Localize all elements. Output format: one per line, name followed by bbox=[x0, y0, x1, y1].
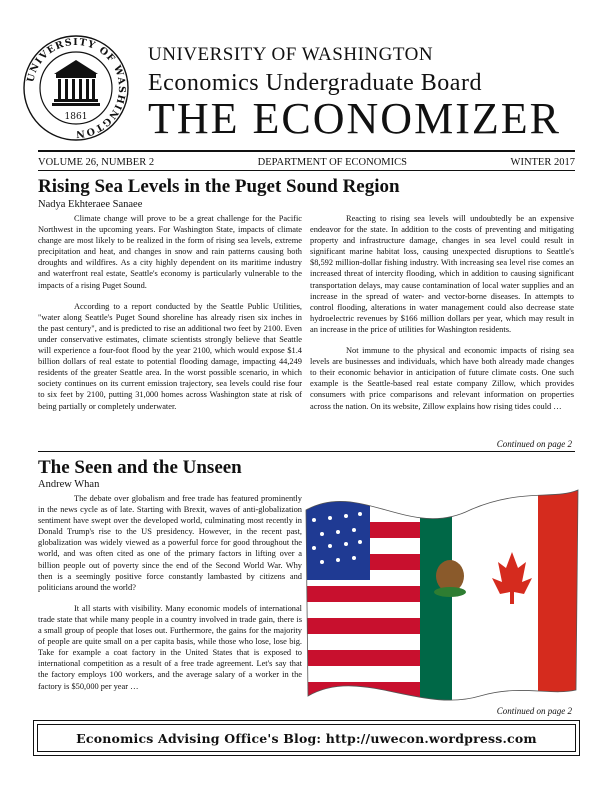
board-name: Economics Undergraduate Board bbox=[148, 70, 482, 96]
university-name: UNIVERSITY OF WASHINGTON bbox=[148, 44, 434, 65]
article1-paragraph: Not immune to the physical and economic impacts of rising sea levels are businesses and individuals, which have both already made changes to their economic behavior in anticipation of future climate costs. One such example is the Seattle-based real estate company Zillow, which provides consumers with price comparisons and relevant information on properties across the nation. On its website, Zillow explains how rising tides could … bbox=[310, 346, 574, 411]
svg-text:UNIVERSITY OF WASHINGTON: UNIVERSITY OF WASHINGTON bbox=[25, 36, 128, 140]
svg-text:1861: 1861 bbox=[64, 112, 88, 122]
article-divider bbox=[38, 451, 575, 452]
issue-season: WINTER 2017 bbox=[510, 157, 575, 168]
article1-paragraph: Reacting to rising sea levels will undoubtedly be an expensive endeavor for the state. In addition to the costs of preventing and mitigating property and infrastructure damage, changes in sea level could result in significant marine habitat loss, causing unexpected disruptions to Seattle's $8,592 million-dollar fishing industry. With increasing sea level rise comes an increased threat of intercity flooding, which in addition to causing significant transportation delays, may cause contamination of local water supplies and an increase in the spread of water- and vector-borne diseases. In attempts to control flooding, alterations in water management could also decrease state hydroelectric revenues by $166 million dollars per year, which may result in an increase in the price of utilities for Washington residents. bbox=[310, 214, 574, 334]
blog-banner-text: Economics Advising Office's Blog: http://uwecon.wordpress.com bbox=[76, 730, 537, 746]
department-label: DEPARTMENT OF ECONOMICS bbox=[257, 157, 407, 168]
newsletter-title: THE ECONOMIZER bbox=[148, 94, 561, 143]
article1-column-left bbox=[38, 213, 302, 412]
article2-continued-link[interactable]: Continued on page 2 bbox=[496, 706, 572, 716]
blog-banner[interactable] bbox=[37, 724, 576, 752]
waving-flags-illustration bbox=[300, 470, 582, 702]
article1-paragraph: According to a report conducted by the Seattle Public Utilities, "water along Seattle's Puget Sound shoreline has already risen six inches in the past century", and is predicted to rise an additional two feet by 2100. Even under conservative estimates, climate scientists strongly believe that Seattle will experience a four-foot flood by the year 2100, which would expose $1.4 billion dollars of real estate to potential flooding damage, impacting 44,249 residents of the greater Seattle area. In the worst possible scenario, in which society continues on its current emission trajectory, sea levels could rise four to six feet by 2100, putting 31,000 homes across Washington state at risk of being partially or completely underwater. bbox=[38, 301, 302, 411]
article1-column-right bbox=[310, 213, 574, 412]
issue-info-bar bbox=[38, 157, 575, 168]
university-seal-logo bbox=[22, 34, 130, 142]
masthead-rule-top bbox=[38, 150, 575, 152]
article1-continued-link[interactable]: Continued on page 2 bbox=[496, 439, 572, 449]
article1-byline: Nadya Ekhteraee Sanaee bbox=[38, 199, 143, 210]
volume-number: VOLUME 26, NUMBER 2 bbox=[38, 157, 155, 168]
article2-headline: The Seen and the Unseen bbox=[38, 457, 242, 478]
masthead-rule-bottom bbox=[38, 170, 575, 171]
article2-byline: Andrew Whan bbox=[38, 479, 100, 490]
article2-column bbox=[38, 493, 302, 692]
article1-headline: Rising Sea Levels in the Puget Sound Region bbox=[38, 176, 400, 197]
article1-paragraph: Climate change will prove to be a great challenge for the Pacific Northwest in the upcoming years. For Washington State, impacts of climate change are most likely to be realized in the form of rising sea levels, extreme precipitation and heat, and changes in snow and rain patterns causing both droughts and wildfires. As a city highly dependent on its maritime industry and waterfront real estate, Seattle's economy is particularly vulnerable to the impacts of a rising Puget Sound. bbox=[38, 214, 302, 290]
article2-paragraph: The debate over globalism and free trade has featured prominently in the news cycle as of late. Starting with Brexit, waves of anti-globalization sentiment have swept over the developed world, culminating most recently in Donald Trump's rise to the US presidency. However, in the recent past, globalization was widely viewed as a powerful force for good throughout the world, and was often cited as one of the primary factors in lifting over a billion people out of poverty since the end of the Second World War. Why then is a seemingly positive force constantly lambasted by citizens and politicians around the world? bbox=[38, 494, 302, 592]
article2-paragraph: It all starts with visibility. Many economic models of international trade state that while many people in a country involved in trade gain, there is a small group of people that loses out. Furthermore, the gains for the majority of people are quite small on a per capita basis, while those who lose, lose big. Take for example a coat factory in the United States that is exposed to international competition as a result of a free trade agreement. Let's say that the factory employs 100 workers, and the average salary of a worker in the factory is $50,000 per year … bbox=[38, 603, 302, 691]
